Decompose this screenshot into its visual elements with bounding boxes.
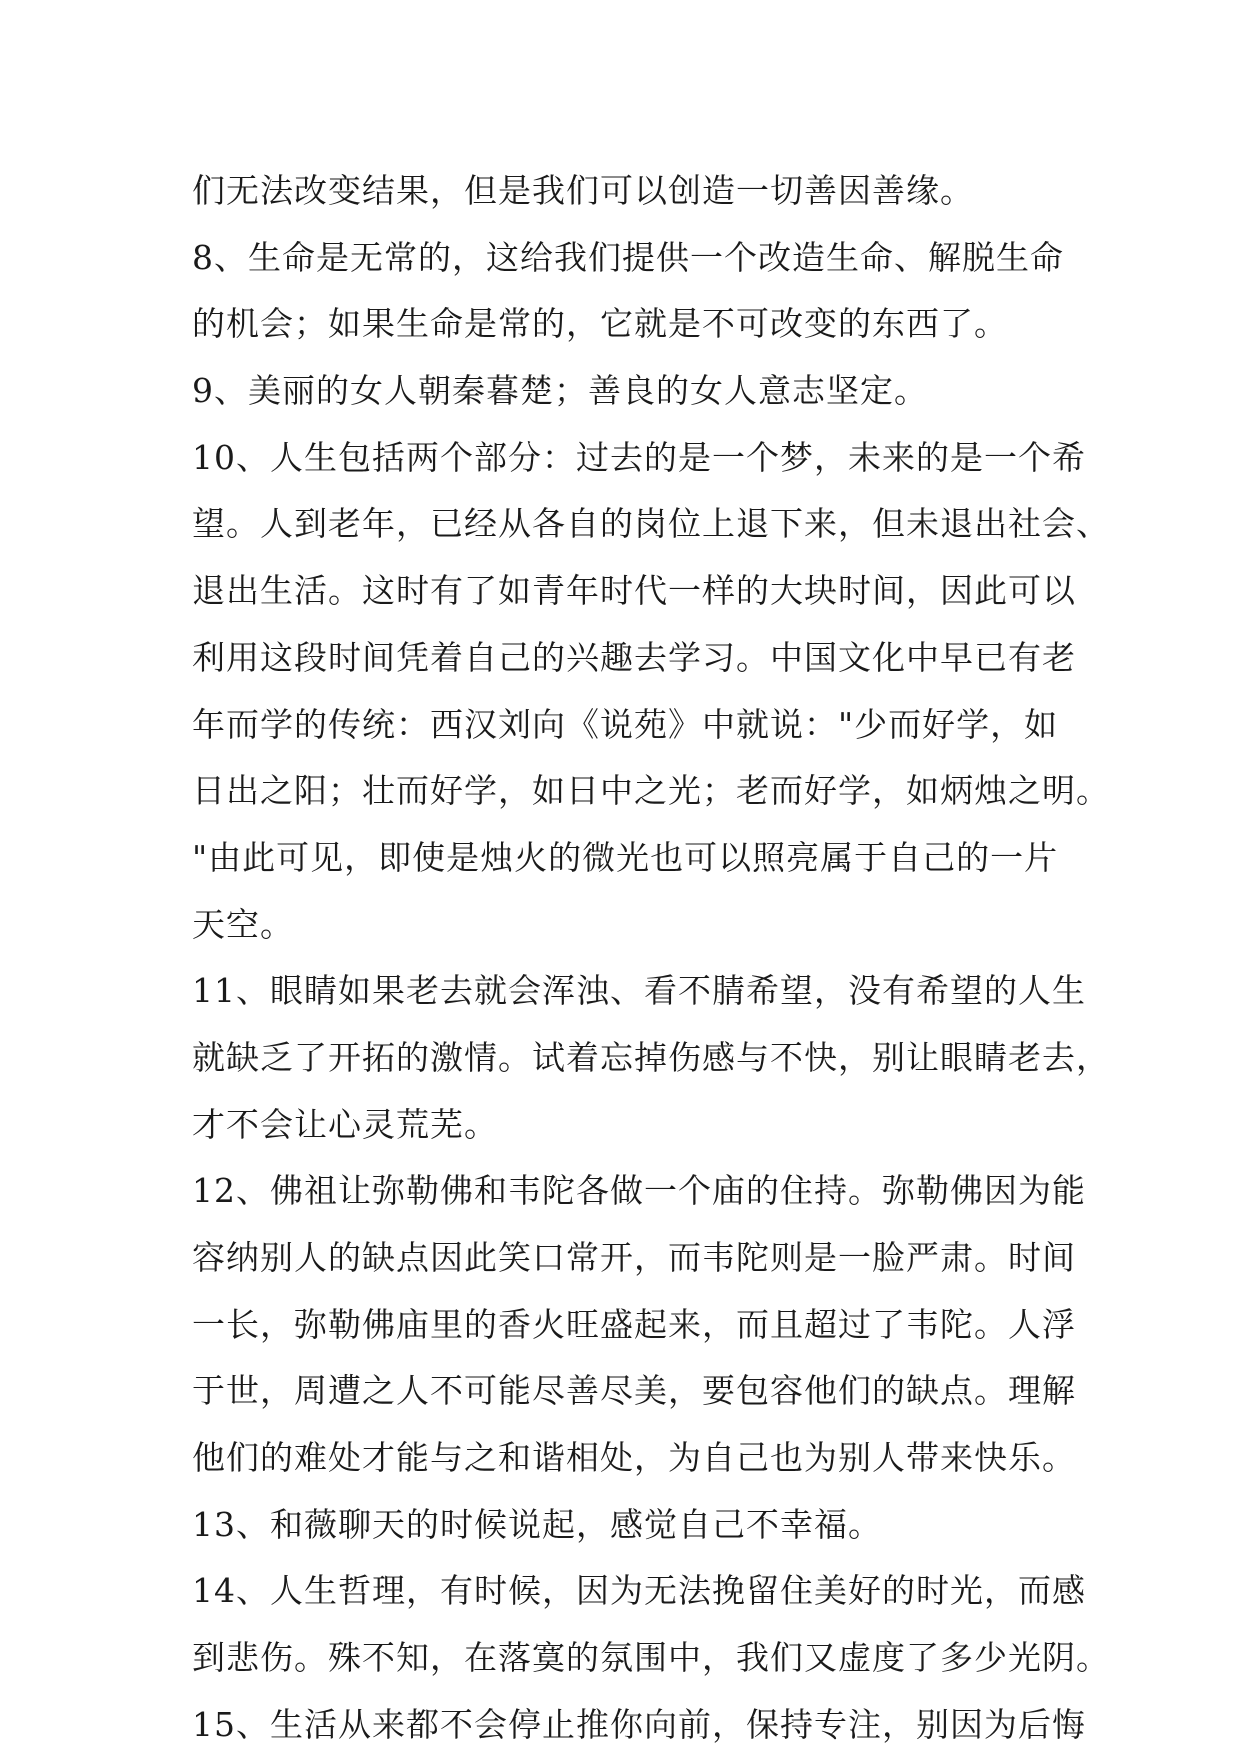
document-body <box>192 158 1110 1759</box>
text-line: 他们的难处才能与之和谐相处，为自己也为别人带来快乐。 <box>192 1438 1076 1478</box>
text-line: 利用这段时间凭着自己的兴趣去学习。中国文化中早已有老 <box>192 637 1076 677</box>
text-line: 就缺乏了开拓的激情。试着忘掉伤感与不快，别让眼睛老去， <box>192 1037 1110 1077</box>
text-line: 退出生活。这时有了如青年时代一样的大块时间，因此可以 <box>192 571 1076 611</box>
text-line: 们无法改变结果，但是我们可以创造一切善因善缘。 <box>192 171 974 210</box>
text-line: 12、佛祖让弥勒佛和韦陀各做一个庙的住持。弥勒佛因为能 <box>192 1171 1086 1211</box>
text-line: 望。人到老年，已经从各自的岗位上退下来，但未退出社会、 <box>192 504 1110 544</box>
text-line: 一长，弥勒佛庙里的香火旺盛起来，而且超过了韦陀。人浮 <box>192 1304 1076 1344</box>
text-line: 到悲伤。殊不知，在落寞的氛围中，我们又虚度了多少光阴。 <box>192 1638 1110 1678</box>
text-line: 于世，周遭之人不可能尽善尽美，要包容他们的缺点。理解 <box>192 1371 1076 1411</box>
text-line: 才不会让心灵荒芜。 <box>192 1104 498 1144</box>
text-line: 天空。 <box>192 904 294 944</box>
text-line: 10、人生包括两个部分：过去的是一个梦，未来的是一个希 <box>192 437 1086 477</box>
text-line: 年而学的传统：西汉刘向《说苑》中就说："少而好学，如 <box>192 704 1059 744</box>
text-line: 9、美丽的女人朝秦暮楚；善良的女人意志坚定。 <box>192 371 928 411</box>
text-line: 14、人生哲理，有时候，因为无法挽留住美好的时光，而感 <box>192 1571 1086 1611</box>
text-line: "由此可见，即使是烛火的微光也可以照亮属于自己的一片 <box>192 837 1059 877</box>
text-line: 日出之阳；壮而好学，如日中之光；老而好学，如炳烛之明。 <box>192 771 1110 811</box>
text-line: 容纳别人的缺点因此笑口常开，而韦陀则是一脸严肃。时间 <box>192 1238 1076 1277</box>
text-line: 8、生命是无常的，这给我们提供一个改造生命、解脱生命 <box>192 237 1064 277</box>
text-line: 11、眼睛如果老去就会浑浊、看不腈希望，没有希望的人生 <box>192 971 1086 1011</box>
text-line: 的机会；如果生命是常的，它就是不可改变的东西了。 <box>192 304 1008 344</box>
text-line: 13、和薇聊天的时候说起，感觉自己不幸福。 <box>192 1504 882 1544</box>
text-line: 15、生活从来都不会停止推你向前，保持专注，别因为后悔 <box>192 1704 1086 1744</box>
